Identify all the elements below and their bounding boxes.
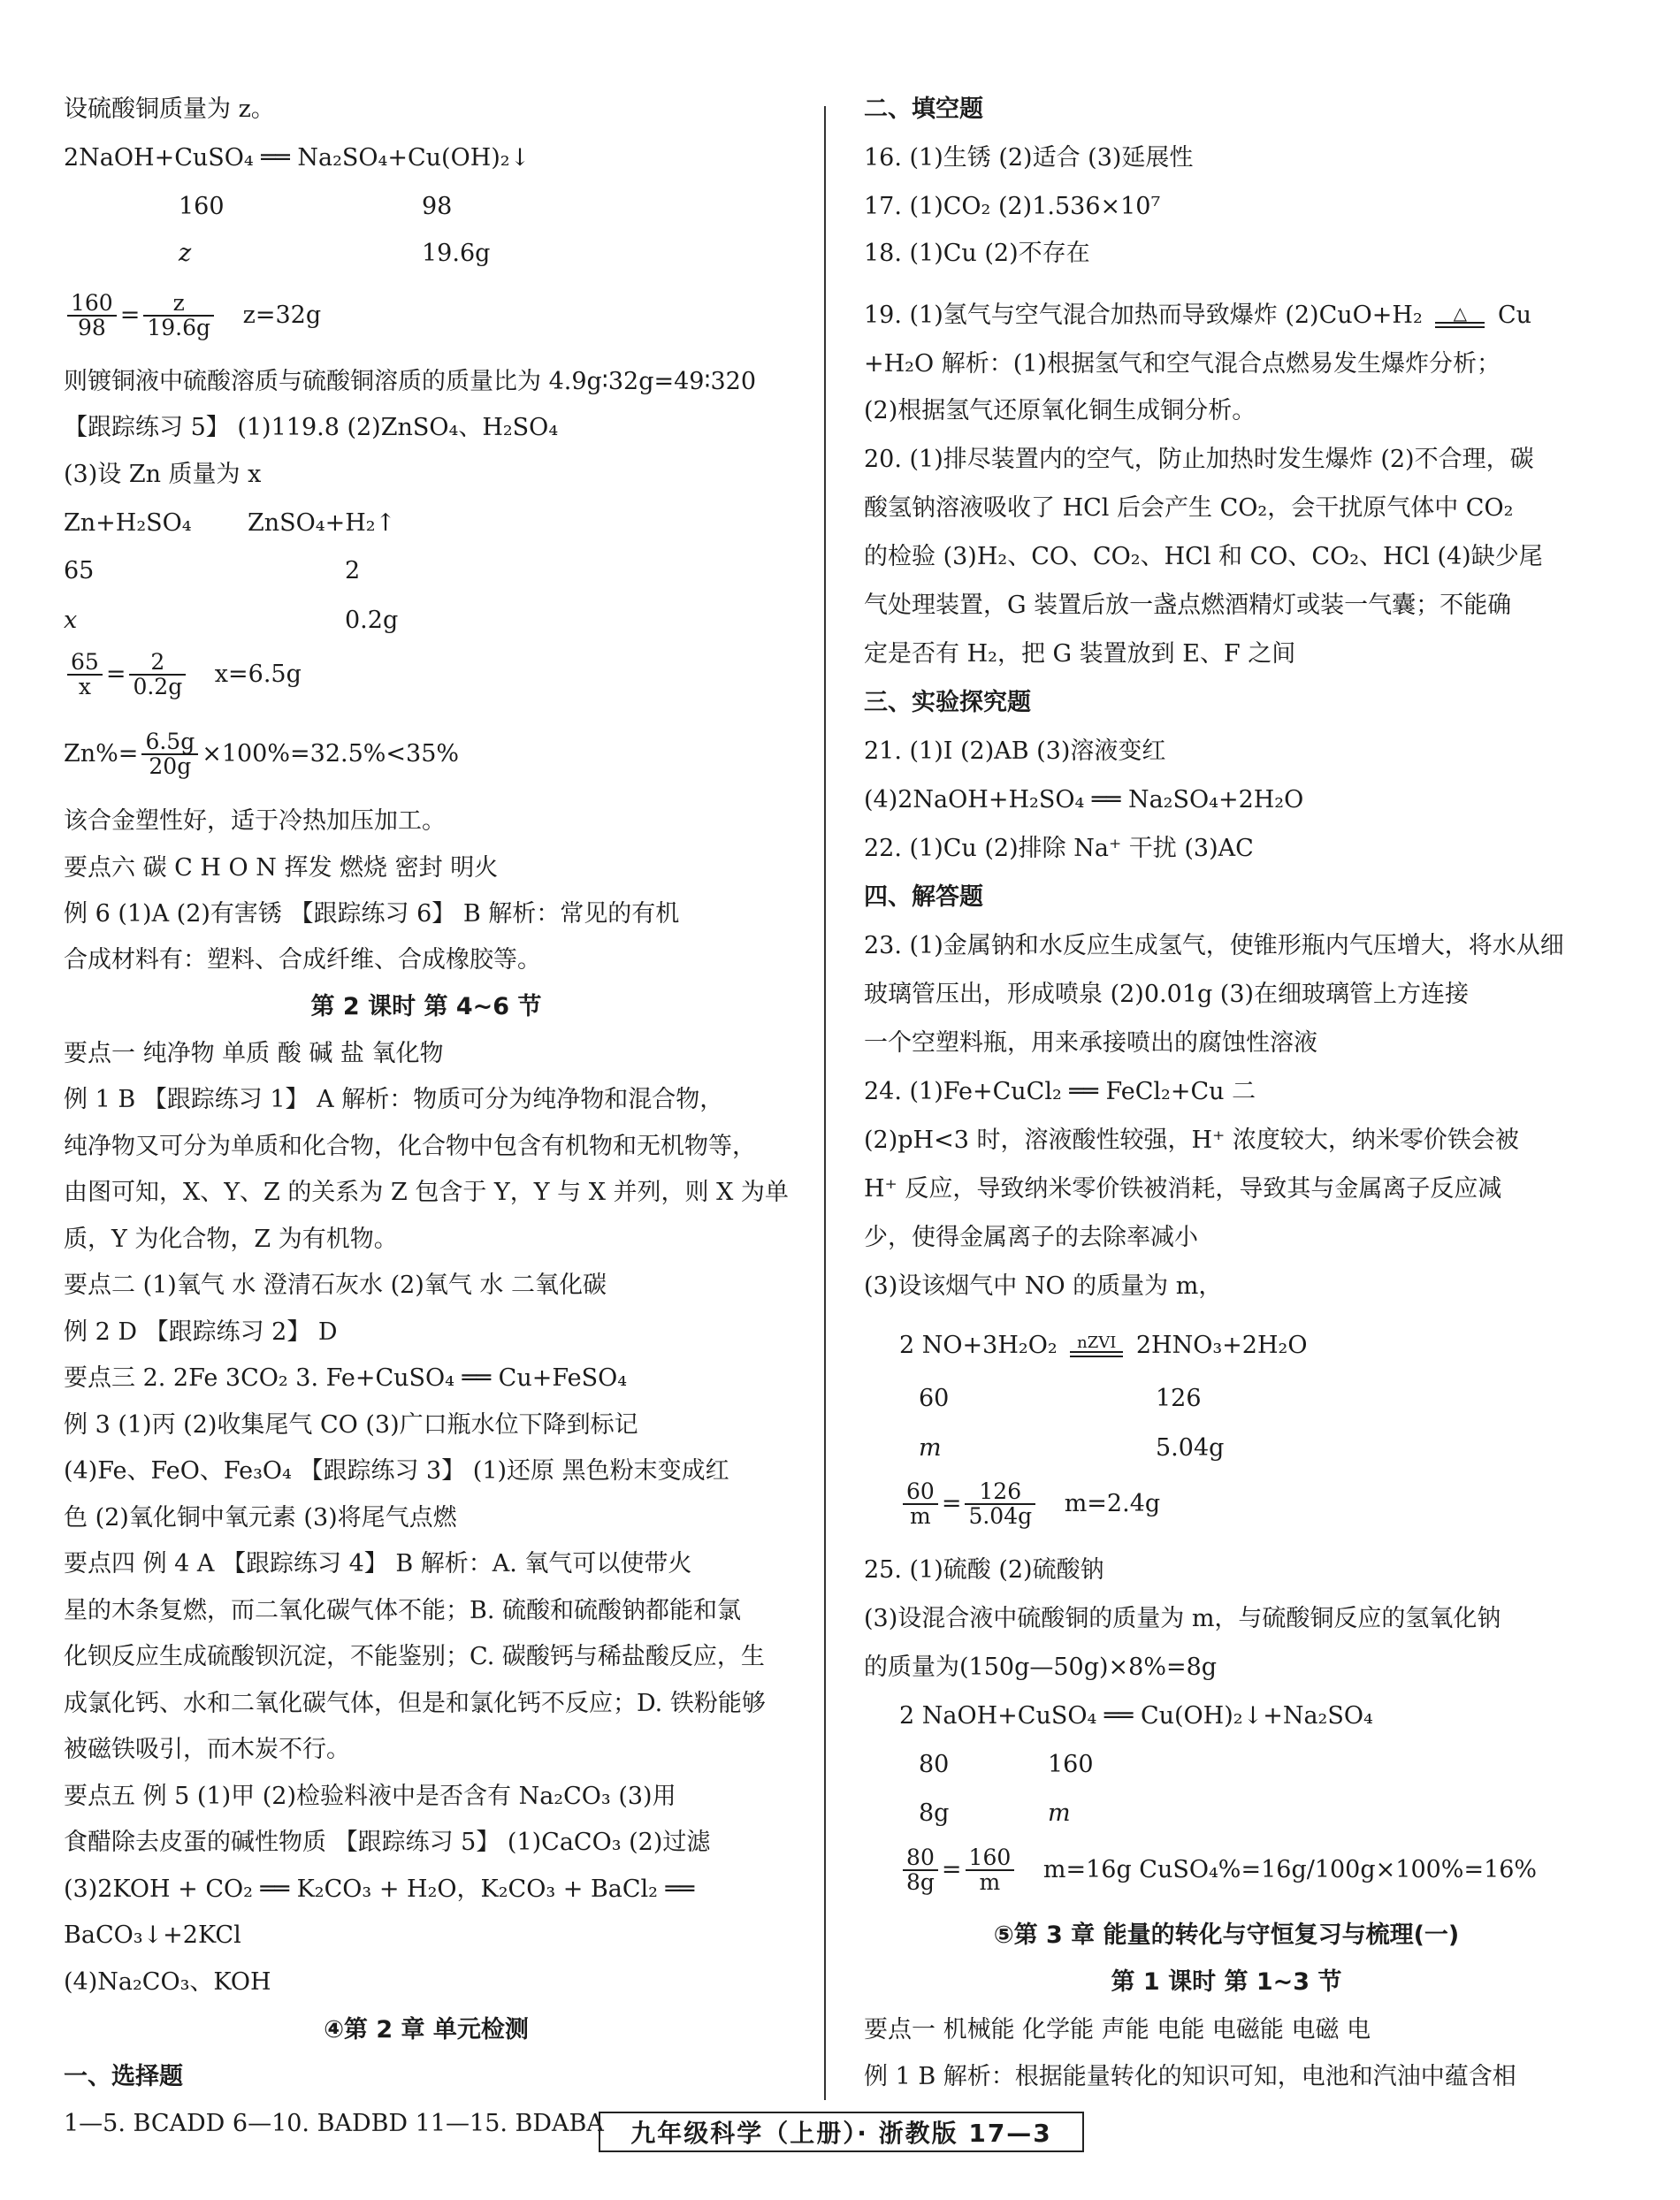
text-line: 要点五 例 5 (1)甲 (2)检验料液中是否含有 Na₂CO₃ (3)用 bbox=[64, 1783, 676, 1810]
double-line bbox=[1070, 1351, 1123, 1357]
answer-text: 19. (1)氢气与空气混合加热而导致爆炸 (2)CuO+H₂ bbox=[864, 302, 1423, 329]
text-line: 例 6 (1)A (2)有害锈 【跟踪练习 6】 B 解析：常见的有机 bbox=[64, 900, 680, 928]
equals-sign: = bbox=[105, 660, 126, 688]
answer-line: 17. (1)CO₂ (2)1.536×10⁷ bbox=[864, 193, 1161, 220]
answer-line: 22. (1)Cu (2)排除 Na⁺ 干扰 (3)AC bbox=[864, 835, 1254, 862]
text-line: BaCO₃↓+2KCl bbox=[64, 1921, 241, 1949]
text-line: 要点二 (1)氧气 水 澄清石灰水 (2)氧气 水 二氧化碳 bbox=[64, 1272, 607, 1299]
equation-value: 98 bbox=[422, 193, 453, 220]
text-line: 设硫酸铜质量为 z。 bbox=[64, 95, 275, 123]
numerator: 126 bbox=[965, 1480, 1035, 1505]
equation-value: 60 bbox=[919, 1385, 950, 1412]
text-line: (4)2NaOH+H₂SO₄ ══ Na₂SO₄+2H₂O bbox=[864, 786, 1304, 814]
numerator: 60 bbox=[903, 1480, 938, 1505]
text-line: (3)2KOH + CO₂ ══ K₂CO₃ + H₂O，K₂CO₃ + BaCl₂ ══ bbox=[64, 1875, 695, 1903]
text-line: 要点一 纯净物 单质 酸 碱 盐 氧化物 bbox=[64, 1040, 444, 1067]
denominator: 20g bbox=[149, 753, 192, 780]
answer-line: 24. (1)Fe+CuCl₂ ══ FeCl₂+Cu 二 bbox=[864, 1078, 1256, 1105]
text-line: 要点三 2. 2Fe 3CO₂ 3. Fe+CuSO₄ ══ Cu+FeSO₄ bbox=[64, 1364, 628, 1392]
fraction bbox=[129, 651, 186, 699]
text-line: (3)设该烟气中 NO 的质量为 m， bbox=[864, 1272, 1223, 1300]
equation-value: 80 bbox=[919, 1751, 950, 1778]
section-heading: 第 1 课时 第 1~3 节 bbox=[1111, 1968, 1342, 1996]
answer-line bbox=[864, 302, 1531, 330]
fraction bbox=[903, 1480, 938, 1529]
equals-sign: = bbox=[941, 1489, 962, 1517]
text-line: 要点四 例 4 A 【跟踪练习 4】 B 解析：A. 氧气可以使带火 bbox=[64, 1550, 692, 1577]
text-line: 被磁铁吸引，而木炭不行。 bbox=[64, 1736, 350, 1763]
text-line: 由图可知，X、Y、Z 的关系为 Z 包含于 Y，Y 与 X 并列，则 X 为单 bbox=[64, 1179, 789, 1206]
text-line: 例 2 D 【跟踪练习 2】 D bbox=[64, 1318, 338, 1346]
text-line: 例 1 B 【跟踪练习 1】 A 解析：物质可分为纯净物和混合物， bbox=[64, 1086, 724, 1113]
catalyst-label: nZVI bbox=[1077, 1333, 1117, 1352]
ratio-line bbox=[64, 651, 302, 699]
equation-value: 5.04g bbox=[1156, 1434, 1225, 1462]
text-line: +H₂O 解析：(1)根据氢气和空气混合点燃易发生爆炸分析； bbox=[864, 350, 1501, 378]
equals-sign: = bbox=[941, 1855, 962, 1883]
text-line: 星的木条复燃，而二氧化碳气体不能；B. 硫酸和硫酸钠都能和氯 bbox=[64, 1597, 742, 1624]
equation-value: 8g bbox=[919, 1799, 950, 1827]
text-line: 的质量为(150g—50g)×8%=8g bbox=[864, 1654, 1218, 1681]
denominator: 8g bbox=[906, 1869, 935, 1896]
equation-value: 160 bbox=[1048, 1751, 1094, 1778]
section-heading: 第 2 课时 第 4~6 节 bbox=[310, 993, 542, 1020]
text-line: 色 (2)氧化铜中氧元素 (3)将尾气点燃 bbox=[64, 1504, 457, 1532]
numerator: 160 bbox=[966, 1846, 1015, 1871]
chapter-heading: ④第 2 章 单元检测 bbox=[324, 2016, 529, 2043]
equation-value: m bbox=[919, 1434, 942, 1462]
numerator: 65 bbox=[67, 651, 103, 676]
percent-result: ×100%=32.5%<35% bbox=[202, 739, 460, 768]
text-line: 要点一 机械能 化学能 声能 电能 电磁能 电磁 电 bbox=[864, 2016, 1371, 2043]
fraction bbox=[67, 651, 103, 699]
equation-value: 19.6g bbox=[422, 240, 491, 267]
answer-line: 25. (1)硫酸 (2)硫酸钠 bbox=[864, 1556, 1104, 1584]
text-line: 一个空塑料瓶，用来承接喷出的腐蚀性溶液 bbox=[864, 1029, 1317, 1057]
result: z=32g bbox=[242, 301, 322, 329]
text-line: 合成材料有：塑料、合成纤维、合成橡胶等。 bbox=[64, 946, 541, 974]
result: x=6.5g bbox=[214, 660, 302, 688]
denominator: 19.6g bbox=[147, 315, 211, 341]
fraction bbox=[67, 292, 117, 340]
ratio-line bbox=[64, 292, 321, 340]
percent-label: Zn%= bbox=[64, 739, 139, 768]
text-line: (4)Na₂CO₃、KOH bbox=[64, 1968, 271, 1996]
denominator: m bbox=[979, 1869, 1001, 1896]
page-footer: 九年级科学（上册）· 浙教版 17—3 bbox=[599, 2112, 1084, 2152]
text-line: 食醋除去皮蛋的碱性物质 【跟踪练习 5】 (1)CaCO₃ (2)过滤 bbox=[64, 1829, 711, 1856]
text-line: 酸氢钠溶液吸收了 HCl 后会产生 CO₂，会干扰原气体中 CO₂ bbox=[864, 494, 1514, 522]
fraction bbox=[143, 292, 214, 340]
section-heading: 一、选择题 bbox=[64, 2063, 183, 2090]
equation-value: m bbox=[1048, 1799, 1071, 1827]
reaction-condition bbox=[1070, 1335, 1123, 1357]
equation-reactants: 2 NO+3H₂O₂ bbox=[899, 1332, 1058, 1359]
equation-value: 160 bbox=[179, 193, 225, 220]
text-line: 的检验 (3)H₂、CO、CO₂、HCl 和 CO、CO₂、HCl (4)缺少尾 bbox=[864, 543, 1543, 570]
text-line: (3)设 Zn 质量为 x bbox=[64, 461, 262, 488]
section-heading: 四、解答题 bbox=[864, 883, 983, 911]
text-line: 例 3 (1)丙 (2)收集尾气 CO (3)广口瓶水位下降到标记 bbox=[64, 1411, 638, 1439]
equation-value: x bbox=[64, 607, 78, 634]
fraction bbox=[141, 730, 198, 779]
equation-value: 126 bbox=[1156, 1385, 1202, 1412]
answer-text: Cu bbox=[1497, 302, 1532, 329]
equation-value: Zn+H₂SO₄ bbox=[64, 509, 192, 537]
ratio-line bbox=[899, 1846, 1537, 1895]
equation-value: ZnSO₄+H₂↑ bbox=[248, 509, 396, 537]
answer-line: 18. (1)Cu (2)不存在 bbox=[864, 240, 1090, 267]
fraction bbox=[966, 1846, 1015, 1895]
text-line: 质，Y 为化合物，Z 为有机物。 bbox=[64, 1226, 398, 1253]
text-line: 23. (1)金属钠和水反应生成氢气，使锥形瓶内气压增大，将水从细 bbox=[864, 932, 1564, 959]
text-line: (3)设混合液中硫酸铜的质量为 m，与硫酸铜反应的氢氧化钠 bbox=[864, 1605, 1501, 1632]
ratio-line bbox=[899, 1480, 1160, 1529]
section-heading: 二、填空题 bbox=[864, 95, 983, 123]
denominator: 5.04g bbox=[968, 1503, 1033, 1530]
numerator: 160 bbox=[67, 292, 117, 317]
reaction-condition bbox=[1435, 304, 1485, 328]
text-line: 例 1 B 解析：根据能量转化的知识可知，电池和汽油中蕴含相 bbox=[864, 2063, 1516, 2090]
text-line: 该合金塑性好，适于冷热加压加工。 bbox=[64, 807, 446, 835]
numerator: 2 bbox=[129, 651, 186, 676]
denominator: m bbox=[910, 1503, 931, 1530]
equation-value: 0.2g bbox=[345, 607, 399, 634]
result: m=16g CuSO₄%=16g/100g×100%=16% bbox=[1042, 1855, 1538, 1883]
text-line: 20. (1)排尽装置内的空气，防止加热时发生爆炸 (2)不合理，碳 bbox=[864, 446, 1534, 473]
heat-triangle-icon: △ bbox=[1453, 302, 1468, 324]
fraction bbox=[965, 1480, 1035, 1529]
numerator: 6.5g bbox=[141, 730, 198, 755]
column-divider bbox=[824, 106, 826, 2100]
numerator: 80 bbox=[903, 1846, 938, 1871]
text-line: 纯净物又可分为单质和化合物，化合物中包含有机物和无机物等， bbox=[64, 1133, 756, 1160]
text-line: 化钡反应生成硫酸钡沉淀，不能鉴别；C. 碳酸钙与稀盐酸反应，生 bbox=[64, 1643, 765, 1670]
chapter-heading: ⑤第 3 章 能量的转化与守恒复习与梳理(一) bbox=[993, 1921, 1460, 1949]
denominator: 0.2g bbox=[133, 674, 183, 700]
answer-line: 16. (1)生锈 (2)适合 (3)延展性 bbox=[864, 144, 1194, 172]
denominator: x bbox=[78, 674, 91, 700]
denominator: 98 bbox=[77, 315, 106, 341]
equation-value: 65 bbox=[64, 557, 95, 584]
equals-sign: = bbox=[119, 301, 141, 329]
text-line: 要点六 碳 C H O N 挥发 燃烧 密封 明火 bbox=[64, 854, 499, 882]
equation-line: 2NaOH+CuSO₄ ══ Na₂SO₄+Cu(OH)₂↓ bbox=[64, 144, 531, 172]
text-line: (4)Fe、FeO、Fe₃O₄ 【跟踪练习 3】 (1)还原 黑色粉末变成红 bbox=[64, 1457, 729, 1485]
answer-line: 1—5. BCADD 6—10. BADBD 11—15. BDABA bbox=[64, 2110, 604, 2137]
text-line: 玻璃管压出，形成喷泉 (2)0.01g (3)在细玻璃管上方连接 bbox=[864, 981, 1470, 1008]
text-line: 定是否有 H₂，把 G 装置放到 E、F 之间 bbox=[864, 640, 1296, 668]
equation-line bbox=[899, 1332, 1307, 1360]
text-line: 气处理装置，G 装置后放一盏点燃酒精灯或装一气囊；不能确 bbox=[864, 592, 1512, 619]
text-line: (2)pH<3 时，溶液酸性较强，H⁺ 浓度较大，纳米零价铁会被 bbox=[864, 1127, 1519, 1154]
text-line: (2)根据氢气还原氧化铜生成铜分析。 bbox=[864, 397, 1256, 424]
text-line: 【跟踪练习 5】 (1)119.8 (2)ZnSO₄、H₂SO₄ bbox=[64, 414, 559, 441]
result: m=2.4g bbox=[1064, 1489, 1161, 1517]
equation-products: 2HNO₃+2H₂O bbox=[1135, 1332, 1308, 1359]
text-line: H⁺ 反应，导致纳米零价铁被消耗，导致其与金属离子反应减 bbox=[864, 1175, 1502, 1203]
fraction bbox=[903, 1846, 938, 1895]
answer-line: 21. (1)Ⅰ (2)AB (3)溶液变红 bbox=[864, 737, 1166, 765]
equation-value: 2 bbox=[345, 557, 361, 584]
equation-value: z bbox=[179, 240, 192, 267]
double-line bbox=[1435, 322, 1485, 328]
text-line: 成氯化钙、水和二氧化碳气体，但是和氯化钙不反应；D. 铁粉能够 bbox=[64, 1690, 766, 1717]
numerator: z bbox=[143, 292, 214, 317]
text-line: 则镀铜液中硫酸溶质与硫酸铜溶质的质量比为 4.9g∶32g=49∶320 bbox=[64, 368, 757, 395]
equation-line: 2 NaOH+CuSO₄ ══ Cu(OH)₂↓+Na₂SO₄ bbox=[899, 1702, 1373, 1730]
text-line: 少，使得金属离子的去除率减小 bbox=[864, 1224, 1198, 1251]
percent-line bbox=[64, 730, 459, 779]
section-heading: 三、实验探究题 bbox=[864, 689, 1031, 716]
